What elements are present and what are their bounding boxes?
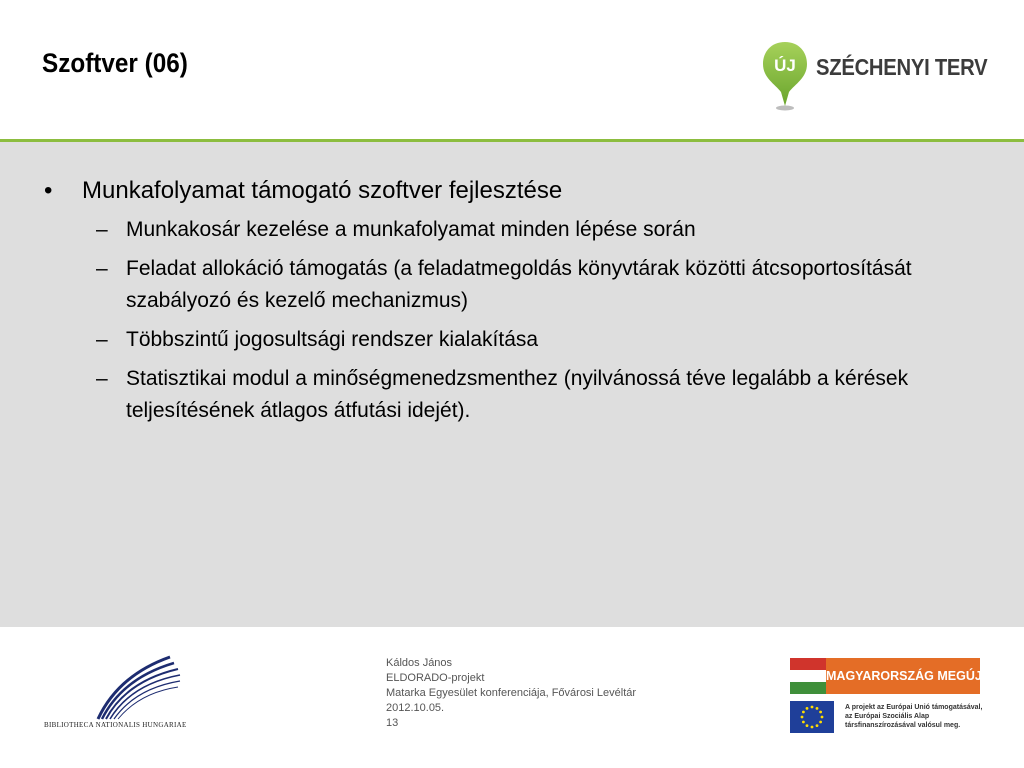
sub-bullet-text: Feladat allokáció támogatás (a feladatmegoldás könyvtárak közötti átcsoportosítását szabályozó és kezelő mechanizmus)	[126, 257, 912, 312]
sub-bullet-text: Többszintű jogosultsági rendszer kialakítása	[126, 328, 539, 351]
brand-pin-text: ÚJ	[774, 56, 796, 75]
bullet-icon: •	[44, 177, 53, 204]
library-swoosh-icon	[88, 653, 188, 723]
eu-note-line: A projekt az Európai Unió támogatásával,	[845, 704, 983, 711]
main-bullet-text: Munkafolyamat támogató szoftver fejlesztése	[82, 177, 563, 204]
slide-footer	[0, 627, 1024, 768]
sub-bullet	[82, 363, 992, 427]
event-name: Matarka Egyesület konferenciája, Fővárosi Levéltár	[386, 687, 637, 699]
eu-note-line: az Európai Szociális Alap	[845, 713, 930, 720]
sub-bullet-text: Statisztikai modul a minőségmenedzsmenthez (nyilvánossá téve legalább a kérések teljesítésének átlagos átfutási idejét).	[126, 367, 909, 422]
sub-bullet-text: Munkakosár kezelése a munkafolyamat minden lépése során	[126, 218, 696, 241]
page-number: 13	[386, 717, 399, 729]
dash-icon: –	[96, 367, 108, 390]
library-name: BIBLIOTHECA NATIONALIS HUNGARIAE	[44, 721, 187, 729]
slide-header	[0, 0, 1024, 140]
hungarian-flag-icon	[790, 658, 826, 694]
bullet-list	[42, 174, 992, 434]
eu-funding-note	[845, 703, 982, 730]
project-name: ELDORADO-projekt	[386, 672, 485, 684]
sub-bullet	[82, 253, 992, 317]
slide-content	[0, 142, 1024, 627]
sub-bullet	[82, 324, 992, 356]
badge-label: MAGYARORSZÁG MEGÚJUL	[826, 658, 980, 694]
slide-metadata	[386, 656, 636, 731]
eu-note-line: társfinanszírozásával valósul meg.	[845, 722, 961, 729]
dash-icon: –	[96, 328, 108, 351]
bibliotheca-nationalis-logo	[88, 653, 188, 723]
sub-bullet-list	[82, 214, 992, 427]
slide-title: Szoftver (06)	[42, 48, 188, 78]
dash-icon: –	[96, 257, 108, 280]
dash-icon: –	[96, 218, 108, 241]
slide-date: 2012.10.05.	[386, 702, 445, 714]
main-bullet	[42, 174, 992, 427]
magyarorszag-megujul-badge	[790, 658, 999, 694]
eu-flag-icon	[790, 701, 834, 733]
sub-bullet	[82, 214, 992, 246]
brand-name: SZÉCHENYI TERV	[816, 54, 988, 80]
author-name: Káldos János	[386, 657, 453, 669]
